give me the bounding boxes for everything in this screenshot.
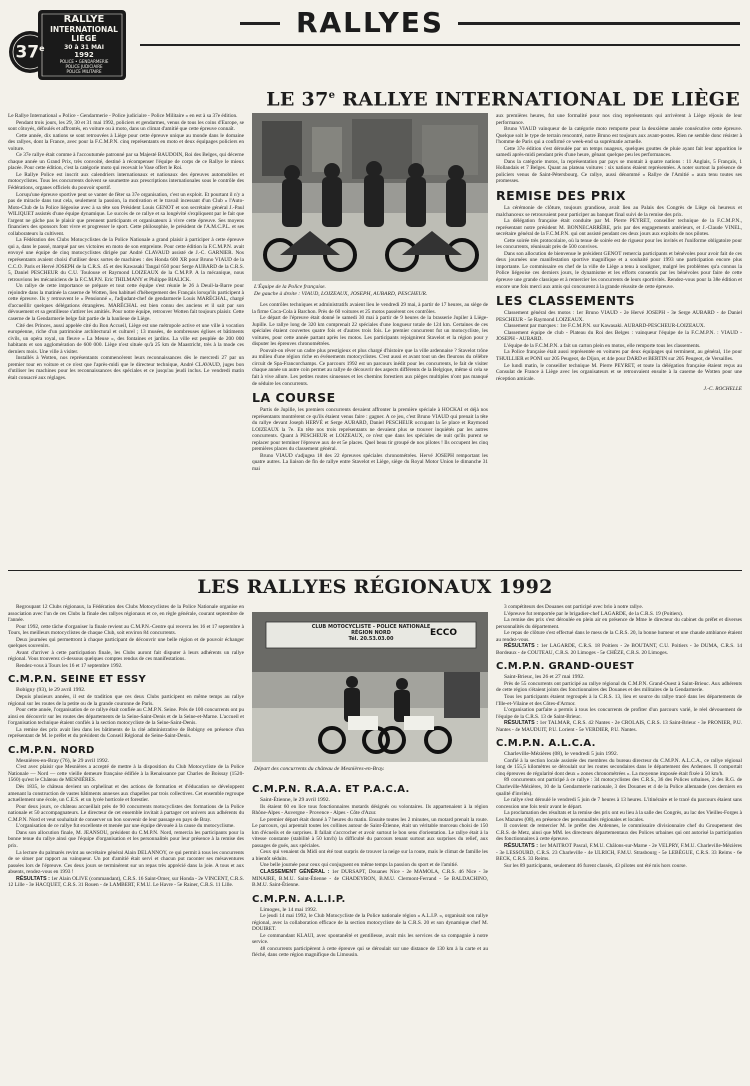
- badge-city: LIÈGE: [71, 34, 97, 43]
- dateline: Saint-Étienne, le 29 avril 1992.: [260, 797, 330, 803]
- paragraph: Confié à la section locale assistée des membres du bureau directeur du C.M.P.N. A.L.C.A., ce rallye régional long de 155,5 kilomètres se déroulait sur les routes secondaires dans le département des Ardennes. Il comportait cinq épreuves de régularité dont deux « zones chronométrées ». La moyenne imposée était fixée à 50 km/h.: [496, 757, 742, 777]
- paragraph: Ils étaient 60 en lice tous fonctionnaires motards désignés ou volontaires. Ils appartenaient à la région Rhône-Alpes - Auvergne - Provence - Alpes - Côte d'Azur.: [252, 803, 488, 817]
- paragraph: Le jeudi 14 mai 1992, le Club Motocycliste de la Police nationale région « A.L.I.P. », organisait son rallye régional, avec la collaboration efficace de la section motocycliste de la C.R.S. 20 et son dynamique chef M. DOUIRET.: [252, 913, 488, 933]
- paragraph: Classement équipe de club - Plateau du Roi des Belges : vainqueur l'équipe de la F.C.M.P.N. : VIAUD - JOSEPH - AUBARD.: [496, 329, 742, 343]
- banner-line-1: CLUB MOTOCYCLISTE - POLICE NATIONALE: [311, 624, 431, 630]
- paragraph: Dans son allocution finale, M. JEANSOU, président du C.M.P.N. Nord, remercia les participants pour la bonne tenue du rallye ainsi que l'équipe d'organisation et les personnalités pour leur présence à la remise des prix.: [8, 829, 244, 849]
- liege-headline: [160, 85, 740, 110]
- rallye-badge: [8, 6, 128, 82]
- raa-heading: C.M.P.N. R.A.A. ET P.A.C.A.: [252, 784, 410, 795]
- paragraph: Tous les participants étaient regroupés à la C.R.S. 13, lieu et source du rallye tracé dans les départements de l'Ille-et-Vilaine et des Côtes-d'Armor.: [496, 694, 742, 707]
- paragraph: Le lundi matin, le conseiller technique M. Pierre PEYRET, et toute la délégation française étaient reçus au Consulat de France à Liège avec les organisateurs et se retrouvaient ensuite à la caserne de Wotten pour une réception amicale.: [496, 362, 742, 382]
- paragraph: Le rallye s'est déroulé le vendredi 5 juin de 7 heures à 13 heures. L'itinéraire et le tracé du parcours étaient sans concession une fois tenir avant le départ.: [496, 797, 742, 810]
- liege-headline-rest: RALLYE INTERNATIONAL DE LIÈGE: [335, 88, 740, 111]
- dateline: Limoges, le 14 mai 1992.: [260, 906, 318, 913]
- seine-essy-heading: C.M.P.N. SEINE ET ESSY: [8, 674, 147, 686]
- liege-headline-prefix: LE 37: [266, 88, 329, 111]
- paragraph: Dès 1835, le château devient un orphelinat et des actions de formation et d'éducation se développent amenant la construction de vastes bâtiments annexes aux chapelles par trois collectives. Cet ensemble regroupe actuellement une école, un C.E.S. et un lycée horticole et forestier.: [8, 784, 244, 804]
- badge-line-police: POLICE • GENDARMERIE: [59, 59, 109, 64]
- grand-ouest-heading: C.M.P.N. GRAND-OUEST: [496, 661, 634, 673]
- paragraph: Le Rallye Police est inscrit aux calendriers internationaux et nationaux des épreuves automobiles et motocyclistes. Tous les concurrents doivent se soumettre aux prescriptions internationales sous le contrôle des Fédérations, organes officiels du pouvoir sportif.: [8, 171, 244, 192]
- dateline: Charleville-Mézières (08), le vendredi 5 juin 1992.: [504, 751, 619, 758]
- paragraph: Bruno VIAUD vainqueur de la catégorie moto remporte pour la deuxième année consécutive cette épreuve. Quelque soit le type de terrain rencontré, notre Bruno est toujours aux avant-postes. Rien ne semble donc résister à l'homme de Paris qui a confirmé ce week-end sa suprématie actuelle.: [496, 126, 742, 146]
- badge-number: 37: [15, 42, 40, 63]
- liege-column-3: [496, 113, 742, 565]
- paragraph: Classement général des motos : 1er Bruno VIAUD - 2e Hervé JOSEPH - 3e Serge AUBARD - 4e Daniel PESCHEUR - 5e Raymond LOIZEAUX.: [496, 310, 742, 323]
- signature: J.-C. ROCHELLE: [703, 386, 742, 393]
- results-label: RÉSULTATS :: [504, 842, 538, 849]
- paragraph: L'équipe de la F.C.M.P.N. a fait un carton plein en motos, elle remporte tous les classements.: [504, 342, 701, 349]
- paragraph: Lorsqu'une épreuve sportive peut se vanter de fêter sa 37e organisation, c'est un exploit. Et pourtant il n'y a pas de miracle dans tout cela, seulement la passion, la motivation et le travail incessant d'un Club « l'Auto-Moto-Club de la Police liégeoise avec à sa tête son Président Louis GENOT et son secrétaire général J.-Paul WILIQUET assistés d'une équipe dynamique. Le succès de ce rallye et sa longévité s'expliquent par le fait que l'argent ne gâche pas le plaisir que prennent participants et organisateurs à vivre cette épreuve. Ses moyens financiers des sponsors font vivre et progresser le sport. Cette philosophie, le président de l'A.M.C.P.L. et ses collaborateurs la cultivent.: [8, 191, 244, 237]
- results: [252, 869, 488, 889]
- regionaux-column-2: [252, 784, 488, 1080]
- alca-heading: C.M.P.N. A.L.C.A.: [496, 738, 596, 750]
- paragraph: Dans son allocution de bienvenue le président GENOT remercia participants et bénévoles pour avoir fait de ces deux journées une manifestation sportive magnifique et a souhaité pour 1993 une participation encore plus importante. Le commissaire en chef de la ville de Liège a tenu à souligner, malgré les problèmes qu'a connus la Police liégeoise ces derniers jours, le dynamisme et les efforts consentis par les bénévoles pour faire de cette épreuve une grande classique et à remercier les concurrents de leurs sportivités. Rendez-vous pour la 38e édition et encore une fois merci aux amis qui concourent à la grande réussite de cette épreuve.: [496, 250, 742, 290]
- nord-heading: C.M.P.N. NORD: [8, 744, 95, 756]
- paragraph: Cette 37e édition s'est déroulée par un temps nuageux, quelques gouttes de pluie ayant fait leur apparition le samedi après-midi pendant près d'une heure, gênant quelque peu les performances.: [496, 145, 742, 159]
- mesnieres-photo: [252, 612, 488, 762]
- paragraph: Ceux qui venaient du Midi ont été tout surpris de trouver la neige sur la route, mais le climat de famille les a bientôt séduits.: [252, 849, 488, 862]
- regionaux-column-1: [8, 604, 244, 1080]
- paragraph: La délégation française était conduite par M. Pierre PEYRET, conseiller technique de la F.C.M.P.N., représentant notre président M. BONNECARRÈRE, pris par des engagements antérieurs, et J.-Claude VINEL, secrétaire général de la F.C.M.P.N. qui ont assisté pendant ces deux jours aux exploits de nos pilotes.: [496, 218, 742, 238]
- badge-dates: 30 à 31 MAI: [64, 44, 104, 51]
- header-top-rule: [240, 22, 280, 25]
- course-heading: LA COURSE: [252, 390, 336, 406]
- paragraph: La proclamation des résultats et la remise des prix ont eu lieu à la salle des Congrès, au lac des Vieilles-Forges à Les Mazures (08), en présence des personnalités régionales et locales.: [496, 810, 742, 823]
- paragraph: Pour 1992, cette tâche d'organiser la finale revient au C.M.P.N.-Centre qui recevra les 16 et 17 septembre à Tours, les meilleurs motocyclistes de chaque Club, soit environ 84 concurrents.: [8, 623, 244, 637]
- paragraph: Il convient de remercier M. le préfet des Ardennes, le commissaire divisionnaire chef du Groupement des C.R.S. de Metz, ainsi que MM. les directeurs départementaux des Polices urbaines qui ont autorisé la participation des fonctionnaires à cette épreuve.: [496, 823, 742, 843]
- paragraph: 89 concurrents ont participé à ce rallye : 34 motocyclistes des C.R.S., 36 des Polices urbaines, 2 des R.G. de Charleville-Mézières, 10 de la Gendarmerie nationale, 3 des Douanes et 4 de la Police allemande (ces derniers en qualité d'invités).: [496, 777, 742, 797]
- regionaux-column-3: [496, 604, 742, 1080]
- paragraph: Sur les 89 participants, seulement 46 furent classés, 43 pilotes ont été mis hors course.: [504, 862, 687, 869]
- banner-line-2: RÉGION NORD: [351, 630, 391, 636]
- paragraph: Pour cette année, l'organisation de ce rallye était confiée au C.M.P.N. Seine. Près de 100 concurrents ont pu ainsi en découvrir sur les routes des départements de la Seine-Saint-Denis et de la Seine-et-Marne. L'accueil et l'organisation technique étaient confiés à la section motocycliste de la Seine-Saint-Denis.: [8, 707, 244, 727]
- paragraph: La remise des prix s'est déroulée en plein air en présence de Mme le directeur du cabinet du préfet et diverses personnalités du département.: [496, 617, 742, 630]
- paragraph: La remise des prix avait lieu dans les bâtiments de la cité administrative de Bobigny en présence d'un représentant de M. le préfet et du président du Conseil Régional de Seine-Saint-Denis.: [8, 726, 244, 740]
- divider-rule: [8, 570, 742, 571]
- paragraph: Rendez-vous à Tours les 16 et 17 septembre 1992.: [16, 662, 123, 669]
- paragraph: Pour deux jours, ce château accueillait près de 90 concurrents motocyclistes des formations de la Police nationale et 50 accompagnateurs. Le directeur de cet ensemble invitait à partager cet univers aux adhérents du C.M.P.N. Nord et veut souhaitait de conserver un bon souvenir de leur passage en pays de Bray.: [8, 803, 244, 823]
- dateline: Bobigny (93), le 29 avril 1992.: [16, 687, 86, 694]
- liege-column-1: [8, 113, 244, 563]
- paragraph: Dans la catégorie motos, la représentation par pays se montait à quatre nations : 11 Anglais, 5 Français, 1 Hollandais et 7 Belges. Quant au plateau voitures : six nations étaient représentées. A noter surtout la présence de policiers venus de Saint-Pétersbourg. Ce rallye, aussi dénommé « Rallye de l'Amitié » aura tenu toutes ses promesses.: [496, 158, 742, 185]
- header-top-rule-right: [458, 22, 740, 25]
- results: [8, 876, 244, 889]
- results-label: CLASSEMENT GÉNÉRAL :: [260, 869, 330, 876]
- paragraph: Pendant trois jours, les 29, 30 et 31 mai 1992, policiers et gendarmes, venus de tous les coins d'Europe, se sont côtoyés, défoulés et affrontés, en voiture ou à moto, dans un climat d'amitié que cette épreuve connaît.: [8, 119, 244, 133]
- badge-line-pj: POLICE JUDICIAIRE: [65, 64, 103, 69]
- results: [496, 720, 742, 733]
- paragraph: Une belle journée pour ceux qui conjuguent en même temps la passion du sport et de l'amitié.: [260, 862, 459, 869]
- badge-line-pm: POLICE MILITAIRE: [66, 69, 102, 74]
- paragraph: L'organisation de ce rallye fut excellente et menée par une équipe dévouée à la cause du motocyclisme.: [16, 823, 235, 830]
- paragraph: aux premières heures, fut une formalité pour nos cinq représentants qui arrivèrent à Liège réjouis de leur performance.: [496, 113, 742, 126]
- paragraph: 48 concurrents participèrent à cette épreuve qui se déroulait sur une distance de 130 km à la carte et au fléché, dans cette région magnifique du Limousin.: [252, 945, 488, 959]
- banner-brand: ECCO: [430, 628, 458, 638]
- paragraph: Installés à Wotten, nos représentants commencèrent leurs reconnaissances dès le mercredi 27 par un premier tour en voiture et ce n'est que l'après-midi que le directeur technique, André CLAVAUD, juges bon d'utiliser les machines pour les reconnaissances des spéciales et ce jusqu'au jeudi inclus. Le vendredi matin était consacré aux réglages.: [8, 355, 244, 381]
- team-photo-caption: [254, 284, 488, 298]
- caption-line-2: De gauche à droite : VIAUD, LOIZEAUX, JOSEPH, AUBARD, PESCHEUR.: [254, 290, 428, 297]
- results-label: RÉSULTATS :: [504, 643, 539, 650]
- paragraph: Avant d'arriver à cette participation finale, les Clubs auront fait disputer à leurs adhérents un rallye régional. Vous trouverez ci-dessous quelques comptes rendus de ces manifestations.: [8, 649, 244, 663]
- results: [496, 643, 742, 656]
- results-text: 1er Alain OLIVE (commandant), C.R.S. 16 Saint-Omer, sur Honda - 2e VINCENT, C.R.S. 12 Lille - 3e HACQUET, C.R.S. 31 Rouen - 4e LAMBERT, F.M.U. Le Havre - 5e Rainer, C.R.S. 11 Lille.: [8, 875, 244, 889]
- header-bottom-rule: [140, 44, 740, 46]
- dateline: Saint-Brieuc, les 26 et 27 mai 1992.: [504, 674, 585, 681]
- results-text: 1er TALMAR, C.R.S. 42 Nantes - 2e CROLAIS, C.R.S. 13 Saint-Brieuc - 3e PRONIER, P.U. Nantes - 4e MAUDUIT, P.U. Lorient - 5e VERDIER, P.U. Nantes.: [496, 720, 742, 733]
- team-photo-graphic: [252, 113, 488, 281]
- paragraph: Partis de Jupille, les premiers concurrents devaient affronter la première spéciale à HOCKAI et déjà nos représentants montrèrent ce qu'ils étaient venus faire : gagner. A ce jeu, c'est Bruno VIAUD qui prenait la tête du rallye devant Joseph HERVÉ et Serge AUBARD, Daniel PESCHEUR occupant la 5e place et Raymond LOIZEAUX la 7e. En tête nos trois représentants ne devaient plus se trouver inquiétés par les autres concurrents. Quant à PESCHEUR et LOIZEAUX, ce n'est que dans les spéciales de nuit qu'ils purent se replacer pour terminer l'épreuve aux 4e et 5e places. Quel beau tir groupé de nos pilotes ! Ils occupent les cinq premières places du classement général.: [252, 407, 488, 453]
- paragraph: C'est avec plaisir que Mesnières a accepté de mettre à la disposition du Club Motocycliste de la Police Nationale — Nord — cette vieille demeure française édifiée à la Renaissance par Charles de Boissay (1520-1560) qu'est le Château de MESNIÈRES.: [8, 764, 244, 784]
- results-text: 1er LAGARDE, C.R.S. 18 Poitiers - 2e BOUTANT, C.U. Poitiers - 3e DUMA, C.R.S. 14 Bordeaux - 4e COUTEAU, C.R.S. 20 Limoges - 5e CHÉZE, C.R.S. 20 Limoges.: [496, 643, 742, 656]
- paragraph: Le commandant KLAUI, avec spontanéité et gentillesse, avait mis les services de sa compagnie à notre service.: [252, 932, 488, 946]
- dateline: Mesnières-en-Bray (76), le 29 avril 1992.: [16, 757, 110, 764]
- paragraph: Le départ de l'épreuve était donné le samedi 30 mai à partir de 9 heures de la brasserie Jupiler à Liège-Jupille. Le rallye long de 320 km comprenait 22 spéciales d'une longueur totale de 124 km. Certaines de ces spéciales étaient couvertes quatre fois et d'autres trois fois. Le premier concurrent fut un motocycliste, les voitures, pour cette année partant après les motos. Les participants rejoignirent Stavelot et la région pour y disputer les épreuves chronométrées.: [252, 315, 488, 348]
- paragraph: L'organisation parfaite a permis à tous les concurrents de profiter d'un parcours varié, le réel dévouement de l'équipe de la C.R.S. 13 de Saint-Brieuc.: [496, 707, 742, 720]
- paragraph: Le Rallye International « Police - Gendarmerie - Police judiciaire - Police Militaire » en est à sa 37e édition.: [8, 113, 238, 119]
- team-photo: [252, 113, 488, 281]
- paragraph: Regroupant 12 Clubs régionaux, la Fédération des Clubs Motocyclistes de la Police Nationale organise en association avec l'un de ces Clubs la finale des rallyes régionaux et ce, en règle générale, courant septembre de l'année.: [8, 604, 244, 624]
- paragraph: Un rallye de cette importance se prépare et tout cette équipe s'est réunie le 26 à Deuil-la-Barre pour rejoindre dans la matinée la caserne de Wotten, lieu habituel d'hébergement des Français lorsqu'ils participent à cette épreuve. Ils y retrouvent le « Pensionné », l'adjudant-chef de gendarmerie Louis MARÉCHAL, chargé d'accueillir quelques délégations étrangères. MARÉCHAL est bien connu des anciens et il sait par son dévouement et sa gentillesse s'attirer les amitiés. Pour notre équipe, retrouver Wotten fait toujours plaisir. Cette caserne de la Gendarmerie belge fait partie de la banlieue de Liège.: [8, 283, 244, 322]
- paragraph: Cette soirée très protocolaire, où la tenue de soirée est de rigueur pour les invités et l'uniforme obligatoire pour les concurrents, réunissait près de 500 convives.: [496, 237, 742, 251]
- results-text: 1er DURSAPT, Douanes Nice - 2e MAMOLA, C.R.S. 46 Nice - 3e MINAIRE, B.M.U. Saint-Étienne - 4e CHADEYRON, B.M.U. Clermont-Ferrand - 5e BALDACHINO, B.M.U. Saint-Étienne.: [252, 869, 488, 889]
- paragraph: Cité des Princes, aussi appelée cité du Bon Accueil, Liège est une métropole active et une ville à vocation européenne, riche d'un patrimoine architectural et culturel ; 13 musées, de nombreuses églises et bâtiments civils, un opéra royal, un fleuve « La Meuse », des fontaines et jardins. La ville est peuplée de 200 000 habitants et son agglomération de 600 000. Liège n'est située qu'à 25 km de Maastricht, très à la mode ces derniers mois. Une ville à visiter.: [8, 322, 244, 355]
- mesnieres-photo-caption: Départ des concurrents du château de Mesnières-en-Bray.: [254, 766, 385, 772]
- paragraph: Près de 55 concurrents ont participé au rallye régional du C.M.P.N. Grand-Ouest à Saint-Brieuc. Aux adhérents de cette région s'étaient joints des fonctionnaires des Douanes et des militaires de la Gendarmerie.: [496, 680, 742, 694]
- caption-line-1: L'Équipe de la Police française.: [254, 284, 326, 290]
- remise-heading: REMISE DES PRIX: [496, 188, 626, 204]
- banner-phone: Tél. 20.53.03.00: [348, 636, 394, 642]
- results: [496, 843, 742, 863]
- paragraph: Classement par marques : 1re F.C.M.P.N. sur Kawasaki. AUBARD-PESCHEUR-LOIZEAUX.: [504, 323, 705, 330]
- paragraph: Depuis plusieurs années, il est de tradition que ces deux Clubs participent en même temps au rallye régional sur les routes de la petite ou de la grande couronne de Paris.: [8, 694, 244, 707]
- paragraph: Deux journées qui permettront à chaque participant de découvrir une belle région et de pouvoir échanger quelques souvenirs.: [8, 636, 244, 650]
- badge-international: INTERNATIONAL: [50, 25, 118, 34]
- paragraph: L'épreuve fut remportée par le brigadier-chef LAGARDE, de la C.R.S. 19 (Poitiers).: [504, 610, 684, 617]
- paragraph: La cérémonie de clôture, toujours grandiose, avait lieu au Palais des Congrès de Liège où heureux et malchanceux se retrouvaient pour participer au banquet final suivi de la remise des prix.: [496, 205, 742, 218]
- paragraph: Le premier départ était donné à 7 heures du matin. Ensuite toutes les 2 minutes, un motard prenait la route. Le parcours, qui arpentait toutes les collines autour de Saint-Étienne, était un véritable morceau choisi de 150 km d'écueils et de surprises. Il fallait s'accrocher et avoir surtout le bon sens d'orientation. Le rallye était à la vitesse constante (stabilité à 50 km/h) la difficulté du parcours tenant surtout aux surprises du relief, aux passages de gués, aux spéciales.: [252, 816, 488, 849]
- classements-heading: LES CLASSEMENTS: [496, 293, 636, 309]
- paragraph: La lecture du palmarès revint au secrétaire général Alain DELANNOY, ce qui permit à tous les concurrents de se situer par rapport au vainqueur. Un pot d'amitié était servi et chacun put raconter ses mésaventures passées lors de l'épreuve. Ces deux jours se terminèrent sur un repas très apprécié dans la joie. A tous et aux absents, rendez-vous en 1993 !: [8, 849, 244, 876]
- paragraph: 3 compétiteurs des Douanes ont participé avec brio à notre rallye.: [504, 604, 643, 610]
- liege-headline-sup: e: [328, 90, 336, 101]
- liege-column-2: [252, 302, 488, 564]
- regionaux-headline: LES RALLYES RÉGIONAUX 1992: [197, 576, 553, 598]
- paragraph: Le repas de clôture s'est effectué dans le mess de la C.R.S. 20, la bonne humeur et une chaude ambiance étaient au rendez-vous.: [496, 630, 742, 643]
- badge-year: 1992: [74, 51, 94, 59]
- paragraph: Ce 37e rallye était comme à l'accoutumée patronné par sa Majesté BAUDOIN, Roi des Belges, qui décerne chaque année un Grand Prix, très convoité, destiné à récompenser l'équipe de corps de ce Rallye le mieux placée. Pour cette édition, c'est la catégorie moto qui recevait le Vase offert le Roi.: [8, 152, 244, 172]
- alip-heading: C.M.P.N. A.L.I.P.: [252, 893, 346, 905]
- results-label: RÉSULTATS :: [504, 720, 539, 727]
- badge-rallye: RALLYE: [63, 14, 105, 25]
- paragraph: La Fédération des Clubs Motocyclistes de la Police Nationale a grand plaisir à participer à cette épreuve qui a, dans le passé, marqué par ses victoires en moto de son empreinte. Pour cette édition la F.C.M.P.N. avait envoyé une équipe de cinq motocyclistes dirigée par André CLAVAUD assisté de J.-C. GARNIER. Nos représentants avaient choisi d'utiliser deux sortes de machines : des Honda 600 XR pour Bruno VIAUD de la C.C.O. Paris et Hervé JOSEPH de la C.R.S. 45 et des Kawasaki Tangal 650 pour Serge AUBARD de la C.R.S. 5, Daniel PESCHEUR du C.U. Toulouse et Raymond LOIZEAUX de la C.M.P.P. A la mécanique, nous retrouvions les mécaniciens de la F.C.M.P.N. Eric THILMANY et Philippe BIALICK.: [8, 237, 244, 283]
- paragraph: Bruno VIAUD s'adjugea 18 des 22 épreuves spéciales chronométrées. Hervé JOSEPH remportant les quatre autres. La liaison de fin de rallye entre Stavelot et Liège, siège du Royal Motor Union le dimanche 31 mai: [252, 452, 488, 473]
- results-label: RÉSULTATS :: [16, 875, 50, 882]
- paragraph: Pouvait-on rêver un cadre plus prestigieux et plus chargé d'histoire que la ville ardennaise ? Stavelot trône au milieu d'une région riche en événements motocyclistes. C'est aussi et avant tout un des fleurons du célèbre circuit de Spa-Francorchamps. Ce parcours 1992 est un parcours inédit pour les concurrents, le fait de visiter chaque année un autre coin permet au rallye de découvrir des aspects différents de la Belgique, même si cela se fait à vive allure. Les petites routes sinueuses et les chemins forestiers aux pièges multiples n'ont pas manqué de séduire les concurrents.: [252, 347, 488, 387]
- badge-number-sup: e: [39, 44, 45, 53]
- results-text: 1er MAITROT Pascal, F.M.U. Châlons-sur-Marne - 2e VELPRY, F.M.U. Charleville-Mézières - 3e LESSOURD, C.R.S. 23 Charleville - 4e ULRICH, F.M.U. Strasbourg - 5e LEBÈGUE, C.R.S. 33 Reims - 6e BECK, C.R.S. 33 Reims.: [496, 842, 742, 863]
- paragraph: Cette année, dix nations se sont retrouvées à Liège pour cette épreuve unique au monde dans le domaine des rallyes, dont la France, avec pour la F.C.M.P.N. cinq représentants en moto et deux équipages policiers en voiture.: [8, 132, 244, 152]
- paragraph: La Police française était aussi représentée en voitures par deux équipages qui terminent, au général, 11e pour THUILLIER et PONI sur 205 Peugeot, de Dijon, et 44e pour DARD et BERTIN sur 205 Peugeot, de Versailles.: [496, 349, 742, 362]
- section-title: RALLYES: [295, 6, 445, 39]
- paragraph: Les contrôles techniques et administratifs avaient lieu le vendredi 29 mai, à partir de 17 heures, au siège de la firme Coca-Cola à Barchon. Près de 60 voitures et 25 motos passèrent ces contrôles.: [252, 302, 488, 315]
